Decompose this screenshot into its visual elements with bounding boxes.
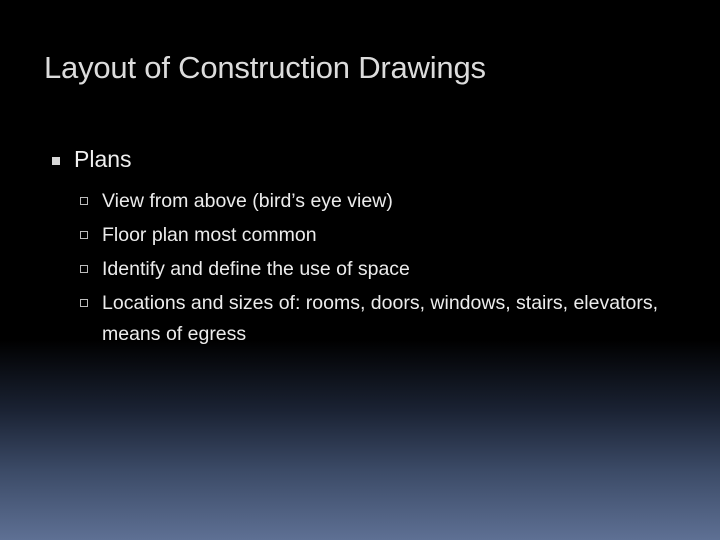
main-bullet bbox=[52, 146, 132, 173]
sub-bullet-text: Floor plan most common bbox=[102, 224, 317, 246]
sub-bullet-item bbox=[80, 220, 680, 251]
sub-bullet-text: View from above (bird’s eye view) bbox=[102, 190, 393, 212]
sub-bullet-text: Locations and sizes of: rooms, doors, windows, stairs, elevators, means of egress bbox=[102, 292, 658, 345]
hollow-square-bullet-icon bbox=[80, 197, 88, 205]
sub-bullet-list bbox=[80, 186, 680, 353]
sub-bullet-item bbox=[80, 254, 680, 285]
main-bullet-label: Plans bbox=[74, 146, 132, 172]
slide-title: Layout of Construction Drawings bbox=[44, 50, 486, 85]
sub-bullet-item bbox=[80, 186, 680, 217]
sub-bullet-item bbox=[80, 288, 680, 350]
sub-bullet-text: Identify and define the use of space bbox=[102, 258, 410, 280]
hollow-square-bullet-icon bbox=[80, 231, 88, 239]
filled-square-bullet-icon bbox=[52, 157, 60, 165]
hollow-square-bullet-icon bbox=[80, 265, 88, 273]
hollow-square-bullet-icon bbox=[80, 299, 88, 307]
